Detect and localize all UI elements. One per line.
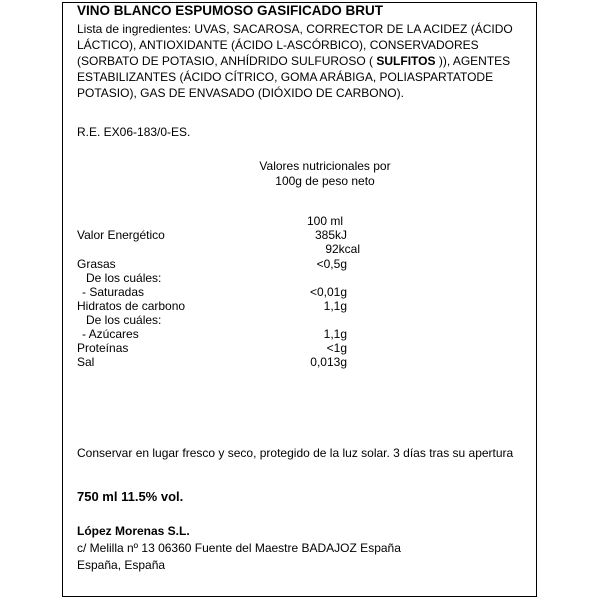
nutrition-row-label: De los cuáles: — [86, 271, 162, 285]
nutrition-row-value: 0,013g — [310, 355, 347, 369]
volume-alcohol: 750 ml 11.5% vol. — [77, 489, 184, 504]
nutrition-header — [230, 159, 420, 189]
ingredients-list — [77, 21, 527, 101]
nutrition-row-value: 92kcal — [325, 242, 360, 256]
nutrition-row-label: - Saturadas — [82, 285, 145, 299]
nutrition-row-value: 1,1g — [323, 299, 347, 313]
nutrition-row-label: Sal — [77, 355, 95, 369]
nutrition-unit-header: 100 ml — [307, 214, 344, 228]
ingredients-text-end: )), AGENTES ESTABILIZANTES (ÁCIDO CÍTRICO, GOMA ARÁBIGA, POLIASPARTATODE POTASIO), GAS DE ENVASADO (DIÓXIDO DE CARBONO). — [77, 54, 511, 100]
nutrition-row-label: - Azúcares — [82, 327, 139, 341]
nutrition-row-label: Valor Energético — [77, 228, 165, 242]
nutrition-row-value: 1,1g — [323, 327, 347, 341]
nutrition-row-label: Grasas — [77, 257, 116, 271]
nutrition-row-value: <1g — [326, 341, 347, 355]
nutrition-row-label: Proteínas — [77, 341, 129, 355]
company-address: c/ Melilla nº 13 06360 Fuente del Maestre BADAJOZ España — [77, 541, 401, 555]
ingredients-text: Lista de ingredientes: UVAS, SACAROSA, CORRECTOR DE LA ACIDEZ (ÁCIDO LÁCTICO), ANTIOXIDANTE (ÁCIDO L-ASCÓRBICO), CONSERVADORES (SORBATO DE POTASIO, ANHÍDRIDO SULFUROSO ( — [77, 22, 513, 68]
allergen-sulfitos: SULFITOS — [376, 54, 436, 68]
nutrition-row-value: <0,5g — [316, 257, 347, 271]
nutrition-row-label: Hidratos de carbono — [77, 299, 186, 313]
nutrition-row-label: De los cuáles: — [86, 313, 162, 327]
nutrition-header-line1: Valores nutricionales por — [259, 159, 391, 173]
company-country: España, España — [77, 558, 166, 572]
product-title: VINO BLANCO ESPUMOSO GASIFICADO BRUT — [77, 3, 384, 18]
storage-instructions: Conservar en lugar fresco y seco, protegido de la luz solar. 3 días tras su apertura — [77, 446, 514, 460]
nutrition-row-value: <0,01g — [309, 285, 347, 299]
nutrition-header-line2: 100g de peso neto — [275, 174, 375, 188]
registry-number: R.E. EX06-183/0-ES. — [77, 125, 191, 139]
nutrition-row-value: 385kJ — [314, 228, 347, 242]
company-name: López Morenas S.L. — [77, 524, 190, 538]
